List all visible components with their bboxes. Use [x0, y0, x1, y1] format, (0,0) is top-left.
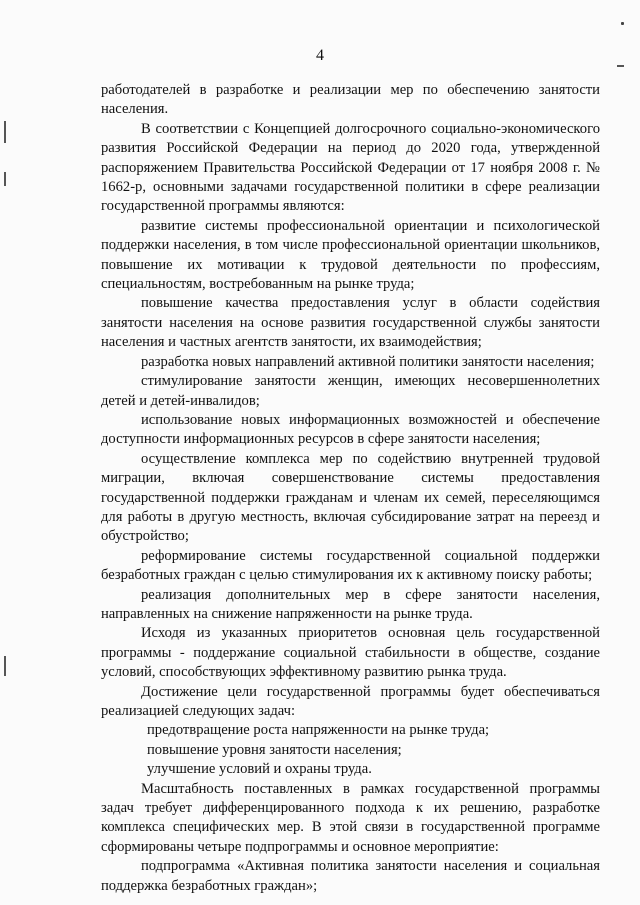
- paragraph: В соответствии с Концепцией долгосрочного социально-экономического развития Российской Федерации на период до 2020 года, утвержденной распоряжением Правительства Российской Федерации от 17 ноября 2008 г. № 1662-р, основными задачами государственной политики в сфере реализации государственной программы являются:: [101, 120, 600, 215]
- scan-speck: [617, 65, 624, 67]
- scan-edge-mark: [4, 656, 6, 676]
- paragraph: разработка новых направлений активной политики занятости населения;: [141, 353, 595, 370]
- paragraph: подпрограмма «Активная политика занятости населения и социальная поддержка безработных граждан»;: [101, 858, 600, 894]
- paragraph: реализация дополнительных мер в сфере занятости населения, направленных на снижение напряженности на рынке труда.: [101, 586, 600, 622]
- paragraph: Исходя из указанных приоритетов основная цель государственной программы - поддержание социальной стабильности в обществе, создание условий, способствующих эффективному развитию рынка труда.: [101, 625, 600, 681]
- paragraph: Достижение цели государственной программы будет обеспечиваться реализацией следующих задач:: [101, 683, 600, 719]
- paragraph: повышение качества предоставления услуг в области содействия занятости населения на основе развития государственной службы занятости населения и частных агентств занятости, их взаимодействия;: [101, 295, 600, 351]
- scan-edge-mark: [4, 121, 6, 143]
- paragraph: Масштабность поставленных в рамках государственной программы задач требует дифференцированного подхода к их решению, разработке комплекса специфических мер. В этой связи в государственной программе сформированы четыре подпрограммы и основное мероприятие:: [101, 780, 600, 855]
- list-item: улучшение условий и охраны труда.: [147, 761, 372, 778]
- paragraph: реформирование системы государственной социальной поддержки безработных граждан с целью стимулирования их к активному поиску работы;: [101, 547, 600, 584]
- paragraph: осуществление комплекса мер по содействию внутренней трудовой миграции, включая совершенствование системы предоставления государственной поддержки гражданам и членам их семей, переселяющимся для работы в другую местность, включая субсидирование затрат на переезд и обустройство;: [101, 450, 600, 545]
- list-item: предотвращение роста напряженности на рынке труда;: [147, 722, 490, 739]
- paragraph: работодателей в разработке и реализации мер по обеспечению занятости населения.: [101, 82, 600, 118]
- list-item: повышение уровня занятости населения;: [147, 741, 402, 758]
- paragraph: использование новых информационных возможностей и обеспечение доступности информационных ресурсов в сфере занятости населения;: [101, 411, 600, 448]
- scan-speck: [621, 22, 624, 25]
- scan-edge-mark: [4, 172, 6, 186]
- paragraph: стимулирование занятости женщин, имеющих несовершеннолетних детей и детей-инвалидов;: [101, 373, 600, 409]
- page-number: 4: [316, 47, 324, 64]
- body-text: [101, 81, 600, 896]
- paragraph: развитие системы профессиональной ориентации и психологической поддержки населения, в том числе профессиональной ориентации школьников, повышение их мотивации к трудовой деятельности по профессиям, специальностям, востребованным на рынке труда;: [101, 217, 600, 293]
